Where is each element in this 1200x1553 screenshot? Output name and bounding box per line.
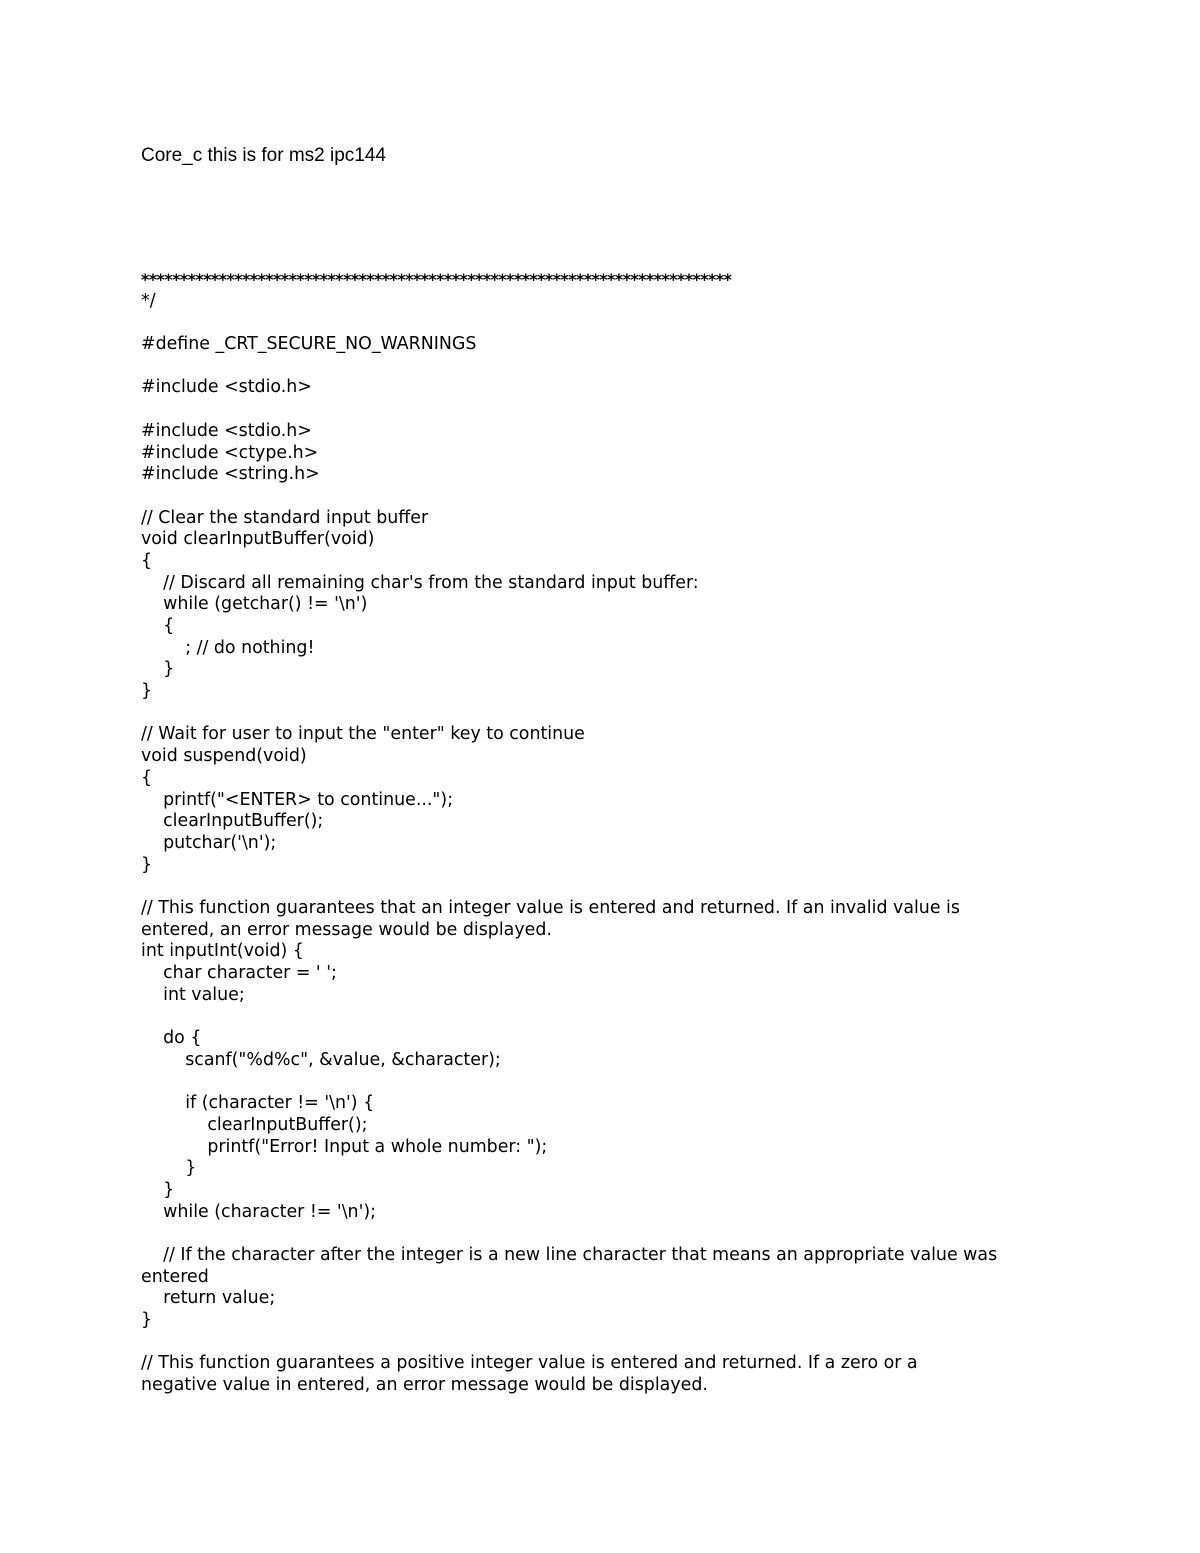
- code-block: [141, 269, 1081, 1397]
- code-line: ; // do nothing!: [141, 637, 315, 658]
- code-line: int value;: [141, 984, 245, 1005]
- code-comment: // This function guarantees that an integer value is entered and returned. If an invalid value is: [141, 897, 960, 918]
- code-comment: // Discard all remaining char's from the standard input buffer:: [141, 572, 699, 593]
- function-signature: void suspend(void): [141, 746, 307, 767]
- code-line: clearInputBuffer();: [141, 1114, 368, 1135]
- blank-line: [141, 1223, 1081, 1245]
- code-line: while (character != '\n');: [141, 1201, 376, 1222]
- code-line: clearInputBuffer();: [141, 811, 324, 832]
- code-comment: // This function guarantees a positive integer value is entered and returned. If a zero or a: [141, 1353, 918, 1374]
- code-line: do {: [141, 1028, 202, 1049]
- comment-close: */: [141, 290, 156, 311]
- blank-line: [141, 312, 1081, 334]
- code-line: {: [141, 550, 153, 571]
- include-directive: #include <string.h>: [141, 464, 320, 485]
- code-comment: entered, an error message would be displayed.: [141, 919, 552, 940]
- code-comment: // Wait for user to input the "enter" key to continue: [141, 724, 585, 745]
- code-line: }: [141, 681, 153, 702]
- code-line: }: [141, 1158, 197, 1179]
- code-line: return value;: [141, 1288, 276, 1309]
- code-line: {: [141, 616, 175, 636]
- code-line: putchar('\n');: [141, 832, 277, 853]
- code-line: scanf("%d%c", &value, &character);: [141, 1049, 501, 1070]
- comment-stars: ****************************************************************************: [141, 270, 732, 289]
- code-line: }: [141, 659, 175, 680]
- code-comment: // If the character after the integer is a new line character that means an appropriate value was: [141, 1244, 998, 1265]
- blank-line: [141, 876, 1081, 898]
- code-line: while (getchar() != '\n'): [141, 594, 368, 615]
- blank-line: [141, 1332, 1081, 1354]
- code-comment: // Clear the standard input buffer: [141, 507, 429, 528]
- include-directive: #include <ctype.h>: [141, 442, 319, 463]
- blank-line: [141, 1071, 1081, 1093]
- blank-line: [141, 486, 1081, 508]
- code-line: {: [141, 767, 153, 788]
- code-line: if (character != '\n') {: [141, 1093, 375, 1114]
- code-line: printf("<ENTER> to continue...");: [141, 789, 454, 810]
- function-signature: int inputInt(void) {: [141, 941, 304, 962]
- blank-line: [141, 399, 1081, 421]
- page-title: Core_c this is for ms2 ipc144: [141, 145, 386, 166]
- code-comment: negative value in entered, an error message would be displayed.: [141, 1375, 708, 1396]
- define-directive: #define _CRT_SECURE_NO_WARNINGS: [141, 334, 477, 355]
- code-line: }: [141, 1310, 153, 1330]
- blank-line: [141, 1006, 1081, 1028]
- code-comment: entered: [141, 1266, 209, 1287]
- code-line: }: [141, 1179, 175, 1200]
- include-directive: #include <stdio.h>: [141, 377, 312, 398]
- include-directive: #include <stdio.h>: [141, 420, 312, 441]
- blank-line: [141, 703, 1081, 725]
- code-line: char character = ' ';: [141, 963, 337, 983]
- blank-line: [141, 356, 1081, 378]
- code-line: printf("Error! Input a whole number: ");: [141, 1136, 548, 1157]
- function-signature: void clearInputBuffer(void): [141, 529, 375, 550]
- code-line: }: [141, 854, 153, 875]
